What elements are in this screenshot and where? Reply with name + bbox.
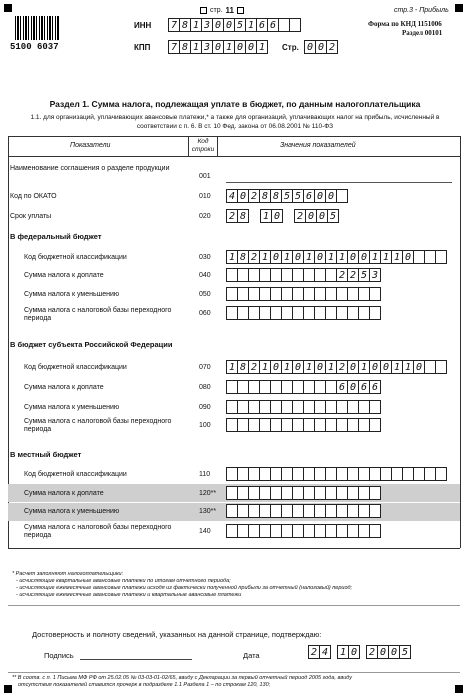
date-cell[interactable]: 0: [377, 645, 389, 659]
due-date-day: [226, 209, 248, 223]
okato-cell[interactable]: 8: [259, 189, 271, 203]
amount-cell[interactable]: 5: [358, 268, 370, 282]
kbk-cell[interactable]: 1: [226, 360, 238, 374]
kbk-cell[interactable]: 1: [303, 250, 315, 264]
inn-cell[interactable]: 7: [168, 18, 180, 32]
row-030-label: Код бюджетной классификации: [24, 254, 127, 261]
date-cell[interactable]: 2: [308, 645, 320, 659]
amount-cell[interactable]: [369, 400, 381, 414]
kbk-cell[interactable]: 8: [237, 250, 249, 264]
federal-surcharge-cells: [226, 268, 380, 282]
kbk-cell[interactable]: 2: [336, 360, 348, 374]
row-010-label: Код по ОКАТО: [10, 193, 57, 200]
date-cell[interactable]: 5: [327, 209, 339, 223]
date-label: Дата: [243, 651, 260, 660]
kpp-cell[interactable]: 3: [201, 40, 213, 54]
footnote-star-title: * Расчет заполняют налогоплательщики:: [12, 571, 124, 577]
kbk-cell[interactable]: 1: [369, 250, 381, 264]
date-cell[interactable]: 1: [337, 645, 349, 659]
inn-cell[interactable]: 3: [201, 18, 213, 32]
inn-cell[interactable]: 5: [234, 18, 246, 32]
row-130-label: Сумма налога к уменьшению: [24, 508, 120, 515]
kbk-cell[interactable]: 0: [292, 360, 304, 374]
footnote-dstar-line: ** В соотв. с п. 1 Письма МФ РФ от 25.02.05 № 03-03-01-02/65, ввиду с Декларации за первый отчетный период 2005 года, ввиду: [12, 675, 352, 681]
row-070-label: Код бюджетной классификации: [24, 364, 127, 371]
row-001-line[interactable]: [226, 182, 452, 183]
row-110-code: 110: [199, 471, 211, 478]
kbk-cell[interactable]: 1: [303, 360, 315, 374]
page-ref: стр.3 - Прибыль: [394, 7, 449, 14]
kbk-cell[interactable]: [435, 360, 447, 374]
amount-cell[interactable]: [369, 418, 381, 432]
okato-cell[interactable]: 4: [226, 189, 238, 203]
kbk-cell[interactable]: 0: [347, 250, 359, 264]
okato-cell[interactable]: 5: [292, 189, 304, 203]
row-001-code: 001: [199, 173, 211, 180]
table-top-border: [8, 136, 460, 137]
kbk-cell[interactable]: 1: [358, 360, 370, 374]
kbk-cell[interactable]: 1: [380, 250, 392, 264]
footnote-star: [12, 571, 352, 599]
inn-cell[interactable]: 1: [245, 18, 257, 32]
amount-cell[interactable]: [369, 287, 381, 301]
footnote-divider: [8, 605, 460, 606]
okato-cell[interactable]: 8: [270, 189, 282, 203]
table-header-border: [8, 156, 460, 157]
corner-mark-bl: [4, 685, 12, 693]
okato-cell[interactable]: 2: [248, 189, 260, 203]
date-cell[interactable]: 0: [388, 645, 400, 659]
row-020-code: 020: [199, 213, 211, 220]
kbk-cell[interactable]: 0: [347, 360, 359, 374]
header-values: Значения показателей: [280, 142, 356, 149]
kpp-cell[interactable]: 0: [245, 40, 257, 54]
row-050-code: 050: [199, 291, 211, 298]
kbk-cell[interactable]: 1: [336, 250, 348, 264]
kbk-cell[interactable]: 0: [270, 360, 282, 374]
kbk-cell[interactable]: 1: [325, 250, 337, 264]
due-date-year: [294, 209, 338, 223]
row-090-code: 090: [199, 404, 211, 411]
kbk-cell[interactable]: 1: [325, 360, 337, 374]
kbk-federal-cells: [226, 250, 446, 264]
signature-label: Подпись: [44, 651, 74, 660]
inn-cells: [168, 18, 300, 32]
inn-cell[interactable]: 0: [212, 18, 224, 32]
row-050-label: Сумма налога к уменьшению: [24, 291, 120, 298]
section-title: Раздел 1. Сумма налога, подлежащая уплате в бюджет, по данным налогоплательщика: [49, 99, 421, 109]
kbk-cell[interactable]: 0: [314, 360, 326, 374]
corner-mark-tl: [4, 4, 12, 12]
inn-cell[interactable]: 1: [190, 18, 202, 32]
date-cell[interactable]: 0: [348, 645, 360, 659]
local-reduction-cells: [226, 504, 380, 518]
inn-cell[interactable]: 6: [267, 18, 279, 32]
kbk-cell[interactable]: 2: [248, 360, 260, 374]
row-030-code: 030: [199, 254, 211, 261]
date-cell[interactable]: 0: [316, 209, 328, 223]
row-120-label: Сумма налога к доплате: [24, 490, 104, 497]
row-120-code: 120**: [199, 490, 217, 497]
inn-label: ИНН: [134, 21, 152, 30]
amount-cell[interactable]: [369, 504, 381, 518]
str-cell[interactable]: 0: [304, 40, 316, 54]
row-040-code: 040: [199, 272, 211, 279]
okato-cell[interactable]: [336, 189, 348, 203]
footnote-star-line: - исчисляющие квартальные авансовые платежи по итогам отчетного периода;: [16, 578, 231, 584]
amount-cell[interactable]: 6: [336, 380, 348, 394]
kbk-cell[interactable]: [435, 467, 447, 481]
kbk-cell[interactable]: 0: [369, 360, 381, 374]
okato-cells: [226, 189, 347, 203]
amount-cell[interactable]: 3: [369, 268, 381, 282]
confirm-date-day: [308, 645, 330, 659]
okato-cell[interactable]: 0: [314, 189, 326, 203]
table-col-divider-1: [188, 136, 189, 156]
str-cells: [304, 40, 337, 54]
date-cell[interactable]: 2: [226, 209, 238, 223]
kbk-cell[interactable]: 1: [281, 250, 293, 264]
str-cell[interactable]: 0: [315, 40, 327, 54]
kpp-cell[interactable]: 8: [179, 40, 191, 54]
amount-cell[interactable]: 6: [358, 380, 370, 394]
due-date-month: [260, 209, 282, 223]
signature-line[interactable]: [80, 659, 192, 660]
kbk-cell[interactable]: 0: [292, 250, 304, 264]
kbk-cell[interactable]: 1: [226, 250, 238, 264]
okato-cell[interactable]: 0: [325, 189, 337, 203]
kbk-cell[interactable]: 2: [248, 250, 260, 264]
kbk-cell[interactable]: 1: [391, 360, 403, 374]
okato-cell[interactable]: 6: [303, 189, 315, 203]
corner-mark-tr: [455, 4, 463, 12]
amount-cell[interactable]: 2: [347, 268, 359, 282]
row-070-code: 070: [199, 364, 211, 371]
okato-cell[interactable]: 0: [237, 189, 249, 203]
amount-cell[interactable]: 2: [336, 268, 348, 282]
kbk-cell[interactable]: 8: [237, 360, 249, 374]
footnote-dstar-line: отсутствия показателей ставится прочерк в подразделе 1.1 Раздела 1 – по строкам 120, 130;: [18, 682, 271, 688]
kbk-regional-cells: [226, 360, 446, 374]
kpp-cell[interactable]: 0: [212, 40, 224, 54]
row-010-code: 010: [199, 193, 211, 200]
kbk-cell[interactable]: 0: [380, 360, 392, 374]
header-indicators: Показатели: [70, 142, 111, 149]
kbk-cell[interactable]: 0: [270, 250, 282, 264]
row-060-label: Сумма налога с налоговой базы переходного периода: [24, 307, 172, 322]
kpp-cells: [168, 40, 267, 54]
date-cell[interactable]: 0: [305, 209, 317, 223]
kpp-cell[interactable]: 1: [256, 40, 268, 54]
page-number: стр. 11: [200, 6, 244, 15]
row-080-label: Сумма налога к доплате: [24, 384, 104, 391]
local-transition-cells: [226, 524, 380, 538]
regional-transition-cells: [226, 418, 380, 432]
bottom-divider: [8, 672, 460, 673]
row-140-code: 140: [199, 528, 211, 535]
amount-cell[interactable]: 0: [347, 380, 359, 394]
regional-reduction-cells: [226, 400, 380, 414]
regional-budget-title: В бюджет субъекта Российской Федерации: [10, 340, 173, 349]
okato-cell[interactable]: 5: [281, 189, 293, 203]
date-cell[interactable]: 2: [294, 209, 306, 223]
kbk-local-cells: [226, 467, 446, 481]
row-080-code: 080: [199, 384, 211, 391]
str-label: Стр.: [282, 43, 299, 52]
kbk-cell[interactable]: 1: [259, 250, 271, 264]
regional-surcharge-cells: [226, 380, 380, 394]
kpp-cell[interactable]: 0: [234, 40, 246, 54]
kbk-cell[interactable]: 1: [281, 360, 293, 374]
local-budget-title: В местный бюджет: [10, 450, 82, 459]
row-100-label: Сумма налога с налоговой базы переходного периода: [24, 418, 172, 433]
footnote-double-star: [12, 675, 457, 689]
footnote-star-line: - исчисляющие ежемесячные авансовые платежи и квартальные авансовые платежи: [16, 592, 242, 598]
amount-cell[interactable]: [369, 306, 381, 320]
inn-cell[interactable]: 8: [179, 18, 191, 32]
federal-transition-cells: [226, 306, 380, 320]
row-110-label: Код бюджетной классификации: [24, 471, 127, 478]
kpp-cell[interactable]: 1: [190, 40, 202, 54]
str-cell[interactable]: 2: [326, 40, 338, 54]
barcode-number: 5100 6037: [10, 42, 59, 52]
row-140-label: Сумма налога с налоговой базы переходного периода: [24, 524, 172, 539]
inn-cell[interactable]: 0: [223, 18, 235, 32]
section-code: Раздел 00101: [402, 29, 443, 37]
header-code: Код строки: [191, 138, 215, 153]
row-090-label: Сумма налога к уменьшению: [24, 404, 120, 411]
table-right-border: [460, 136, 461, 548]
date-cell[interactable]: 5: [399, 645, 411, 659]
kbk-cell[interactable]: 0: [314, 250, 326, 264]
row-100-code: 100: [199, 422, 211, 429]
date-cell[interactable]: 2: [366, 645, 378, 659]
confirm-text: Достоверность и полноту сведений, указанных на данной странице, подтверждаю:: [32, 630, 322, 639]
form-title: Форма по КНД 1151006: [368, 20, 442, 28]
inn-cell[interactable]: [289, 18, 301, 32]
amount-cell[interactable]: [369, 486, 381, 500]
section-subtitle: 1.1. для организаций, уплачивающих авансовые платежи,* а также для организаций, уплачивающих налог на прибыль, исчисленный в соответствии с п. 6. В ст. 10 Фед. закона от 06.08.2001 № 110-ФЗ: [30, 114, 440, 130]
federal-budget-title: В федеральный бюджет: [10, 232, 102, 241]
date-cell[interactable]: 4: [319, 645, 331, 659]
federal-reduction-cells: [226, 287, 380, 301]
footnote-star-line: - исчисляющие ежемесячные авансовые платежи исходя из фактически полученной прибыли за отчетный (налоговый) период;: [16, 585, 353, 591]
kbk-cell[interactable]: 0: [358, 250, 370, 264]
kbk-cell[interactable]: 0: [402, 250, 414, 264]
table-bottom-border: [8, 548, 460, 549]
confirm-date-year: [366, 645, 410, 659]
kbk-cell[interactable]: 1: [391, 250, 403, 264]
table-col-divider-2: [217, 136, 218, 156]
date-cell[interactable]: 1: [260, 209, 272, 223]
row-060-code: 060: [199, 310, 211, 317]
kbk-cell[interactable]: 0: [413, 360, 425, 374]
amount-cell[interactable]: 6: [369, 380, 381, 394]
kbk-cell[interactable]: 1: [402, 360, 414, 374]
row-001-label: Наименование соглашения о разделе продукции: [10, 165, 170, 172]
barcode: [15, 16, 59, 40]
inn-cell[interactable]: 6: [256, 18, 268, 32]
kbk-cell[interactable]: [435, 250, 447, 264]
row-130-code: 130**: [199, 508, 217, 515]
confirm-date-month: [337, 645, 359, 659]
kpp-label: КПП: [134, 43, 151, 52]
kpp-cell[interactable]: 1: [223, 40, 235, 54]
amount-cell[interactable]: [369, 524, 381, 538]
local-surcharge-cells: [226, 486, 380, 500]
kbk-cell[interactable]: 1: [259, 360, 271, 374]
date-cell[interactable]: 0: [271, 209, 283, 223]
row-040-label: Сумма налога к доплате: [24, 272, 104, 279]
kpp-cell[interactable]: 7: [168, 40, 180, 54]
row-020-label: Срок уплаты: [10, 213, 52, 220]
date-cell[interactable]: 8: [237, 209, 249, 223]
